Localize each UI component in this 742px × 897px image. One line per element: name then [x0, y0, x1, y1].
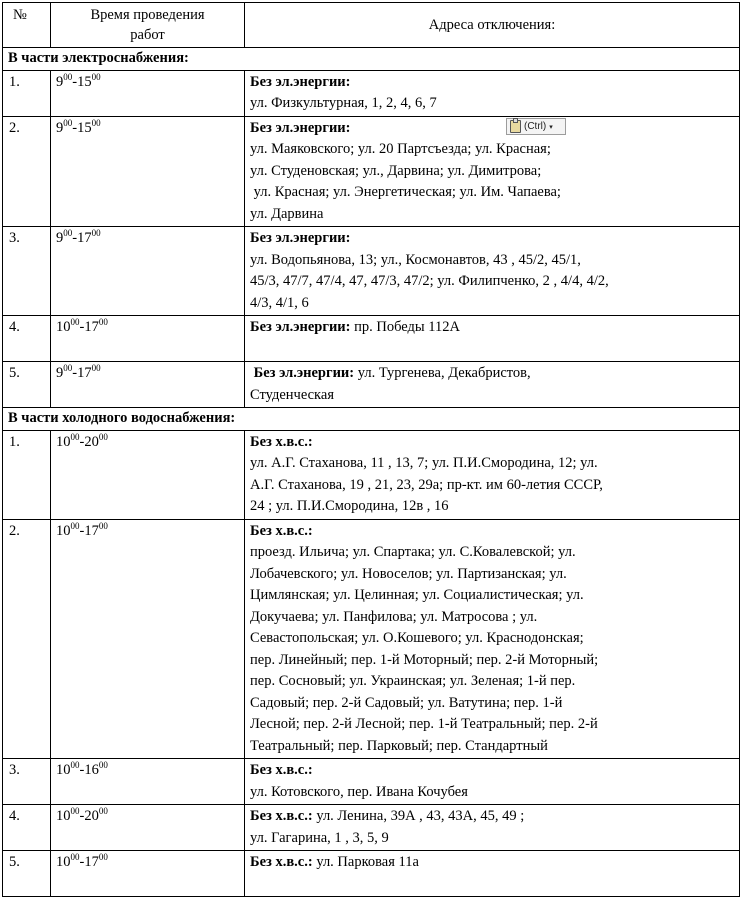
- time-start-hour: 9: [56, 119, 64, 136]
- time-start-minutes: 00: [63, 363, 73, 374]
- time-start-hour: 10: [56, 319, 71, 335]
- header-num: №: [3, 3, 51, 48]
- time-start-minutes: 00: [63, 228, 73, 239]
- address-inline: ул. Тургенева, Декабристов,: [354, 365, 531, 381]
- outage-label: Без эл.энергии:: [250, 365, 355, 381]
- address-line: 45/3, 47/7, 47/4, 47, 47/3, 47/2; ул. Филипченко, 2 , 4/4, 4/2,: [250, 273, 609, 289]
- row-number: 2.: [3, 519, 51, 759]
- time-end-minutes: 00: [91, 117, 101, 128]
- time-end-hour: 17: [84, 319, 99, 335]
- time-end-minutes: 00: [91, 363, 101, 374]
- section-title: В части холодного водоснабжения:: [3, 408, 740, 431]
- time-start-hour: 10: [56, 433, 71, 450]
- table-row: [3, 805, 740, 851]
- address-first-line: [250, 317, 731, 339]
- time-end-minutes: 00: [98, 760, 108, 771]
- time-end-hour: 17: [77, 365, 92, 381]
- time-start-hour: 10: [56, 522, 71, 539]
- outage-label: Без эл.энергии:: [250, 119, 351, 136]
- row-time: $9^{00}-17^{00}$: [51, 362, 245, 408]
- address-line: ул. А.Г. Стаханова, 11 , 13, 7; ул. П.И.Смородина, 12; ул.: [250, 455, 598, 471]
- time-end-minutes: 00: [91, 228, 101, 239]
- address-line: ул. Водопьянова, 13; ул., Космонавтов, 43 , 45/2, 45/1,: [250, 251, 581, 268]
- row-number: 4.: [3, 805, 51, 851]
- time-end-hour: 15: [77, 73, 92, 90]
- time-end-hour: 16: [84, 762, 99, 778]
- outage-label: Без х.в.с.:: [250, 808, 313, 824]
- address-line: Студенческая: [250, 386, 334, 403]
- row-number: 5.: [3, 851, 51, 897]
- row-number: 1.: [3, 430, 51, 519]
- time-end-hour: 15: [77, 119, 92, 136]
- address-line: [250, 874, 731, 896]
- table-header-row: [3, 3, 740, 48]
- time-start-hour: 9: [56, 365, 64, 381]
- address-line: ул. Маяковского; ул. 20 Партсъезда; ул. Красная;: [250, 141, 551, 157]
- time-end-hour: 20: [84, 808, 99, 824]
- row-addresses: [245, 430, 740, 519]
- table-row: [3, 116, 740, 227]
- address-line: ул. Котовского, пер. Ивана Кочубея: [250, 783, 468, 800]
- time-start-hour: 9: [56, 230, 64, 246]
- clipboard-icon: [510, 120, 521, 133]
- time-start-hour: 9: [56, 73, 64, 90]
- table-row: [3, 430, 740, 519]
- address-first-line: [250, 72, 731, 94]
- address-line: пер. Линейный; пер. 1-й Моторный; пер. 2-й Моторный;: [250, 651, 599, 668]
- address-first-line: [250, 760, 731, 782]
- time-end-minutes: 00: [91, 71, 101, 82]
- address-inline: ул. Парковая 11а: [312, 854, 419, 870]
- time-end-minutes: 00: [98, 806, 108, 817]
- header-time-line2: работ: [130, 27, 165, 43]
- row-addresses: [245, 805, 740, 851]
- time-start-hour: 10: [56, 854, 71, 870]
- header-addresses: Адреса отключения:: [245, 3, 740, 48]
- row-addresses: [245, 759, 740, 805]
- chevron-down-icon: ▾: [549, 123, 553, 131]
- address-first-line: [250, 228, 731, 250]
- address-line: Севастопольская; ул. О.Кошевого; ул. Краснодонская;: [250, 630, 584, 646]
- table-row: [3, 519, 740, 759]
- address-line: Лобачевского; ул. Новоселов; ул. Партизанская; ул.: [250, 565, 567, 582]
- time-start-minutes: 00: [70, 760, 80, 771]
- time-end-minutes: 00: [98, 520, 108, 531]
- address-line: Садовый; пер. 2-й Садовый; ул. Ватутина; пер. 1-й: [250, 694, 563, 711]
- row-number: 4.: [3, 316, 51, 362]
- address-inline: пр. Победы 112А: [350, 319, 460, 335]
- time-end-hour: 17: [77, 230, 92, 246]
- address-line: Театральный; пер. Парковый; пер. Стандартный: [250, 737, 548, 754]
- address-line: 4/3, 4/1, 6: [250, 294, 309, 311]
- row-addresses: [245, 519, 740, 759]
- address-inline: ул. Ленина, 39А , 43, 43А, 45, 49 ;: [312, 808, 525, 824]
- row-time: $10^{00}-20^{00}$: [51, 430, 245, 519]
- address-line: ул. Дарвина: [250, 205, 324, 222]
- outage-label: Без х.в.с.:: [250, 854, 313, 870]
- address-line: Лесной; пер. 2-й Лесной; пер. 1-й Театральный; пер. 2-й: [250, 716, 598, 732]
- address-line: ул. Студеновская; ул., Дарвина; ул. Димитрова;: [250, 162, 542, 179]
- table-row: [3, 227, 740, 316]
- time-end-hour: 17: [84, 854, 99, 870]
- address-first-line: [250, 521, 731, 543]
- address-line: пер. Сосновый; ул. Украинская; ул. Зеленая; 1-й пер.: [250, 673, 576, 689]
- row-number: 5.: [3, 362, 51, 408]
- time-start-minutes: 00: [63, 117, 73, 128]
- paste-options-label: (Ctrl): [524, 121, 547, 132]
- time-end-minutes: 00: [98, 431, 108, 442]
- address-line: [250, 339, 731, 361]
- address-line: проезд. Ильича; ул. Спартака; ул. С.Ковалевской; ул.: [250, 544, 576, 560]
- row-number: 3.: [3, 759, 51, 805]
- table-row: [3, 70, 740, 116]
- outage-label: Без эл.энергии:: [250, 230, 351, 246]
- section-row: [3, 48, 740, 71]
- address-line: ул. Красная; ул. Энергетическая; ул. Им. Чапаева;: [250, 184, 561, 200]
- row-addresses: [245, 227, 740, 316]
- outage-label: Без х.в.с.:: [250, 522, 313, 539]
- row-time: $10^{00}-20^{00}$: [51, 805, 245, 851]
- row-time: $10^{00}-17^{00}$: [51, 519, 245, 759]
- row-time: $9^{00}-15^{00}$: [51, 116, 245, 227]
- outage-label: Без эл.энергии:: [250, 73, 351, 90]
- time-start-minutes: 00: [70, 806, 80, 817]
- outage-label: Без эл.энергии:: [250, 319, 351, 335]
- section-row: [3, 408, 740, 431]
- time-end-minutes: 00: [98, 852, 108, 863]
- header-time: [51, 3, 245, 48]
- address-first-line: [250, 806, 731, 828]
- time-start-minutes: 00: [63, 71, 73, 82]
- outage-label: Без х.в.с.:: [250, 762, 313, 778]
- row-addresses: [245, 70, 740, 116]
- row-addresses: [245, 116, 740, 227]
- table-row: [3, 316, 740, 362]
- row-addresses: [245, 316, 740, 362]
- address-first-line: [250, 852, 731, 874]
- outage-label: Без х.в.с.:: [250, 433, 313, 450]
- address-first-line: [250, 432, 731, 454]
- time-end-minutes: 00: [98, 317, 108, 328]
- row-time: $9^{00}-15^{00}$: [51, 70, 245, 116]
- table-row: [3, 362, 740, 408]
- table-row: [3, 851, 740, 897]
- row-number: 2.: [3, 116, 51, 227]
- time-end-hour: 17: [84, 522, 99, 539]
- header-time-line1: Время проведения: [90, 7, 205, 23]
- row-addresses: [245, 362, 740, 408]
- time-start-minutes: 00: [70, 431, 80, 442]
- time-start-hour: 10: [56, 762, 71, 778]
- time-start-minutes: 00: [70, 520, 80, 531]
- address-first-line: [250, 363, 731, 385]
- address-line: 24 ; ул. П.И.Смородина, 12в , 16: [250, 498, 449, 514]
- row-number: 3.: [3, 227, 51, 316]
- address-line: ул. Физкультурная, 1, 2, 4, 6, 7: [250, 95, 437, 111]
- row-number: 1.: [3, 70, 51, 116]
- time-start-hour: 10: [56, 808, 71, 824]
- time-start-minutes: 00: [70, 852, 80, 863]
- address-first-line: [250, 118, 731, 140]
- time-end-hour: 20: [84, 433, 99, 450]
- row-time: $10^{00}-16^{00}$: [51, 759, 245, 805]
- time-start-minutes: 00: [70, 317, 80, 328]
- row-time: $9^{00}-17^{00}$: [51, 227, 245, 316]
- address-line: Докучаева; ул. Панфилова; ул. Матросова ; ул.: [250, 608, 538, 625]
- table-row: [3, 759, 740, 805]
- address-line: Цимлянская; ул. Целинная; ул. Социалистическая; ул.: [250, 587, 584, 603]
- paste-options-button[interactable]: [506, 118, 566, 135]
- outage-schedule-table: [2, 2, 740, 897]
- address-line: А.Г. Стаханова, 19 , 21, 23, 29а; пр-кт. им 60-летия СССР,: [250, 476, 603, 493]
- row-time: $10^{00}-17^{00}$: [51, 316, 245, 362]
- row-time: $10^{00}-17^{00}$: [51, 851, 245, 897]
- row-addresses: [245, 851, 740, 897]
- address-line: ул. Гагарина, 1 , 3, 5, 9: [250, 829, 389, 846]
- section-title: В части электроснабжения:: [3, 48, 740, 71]
